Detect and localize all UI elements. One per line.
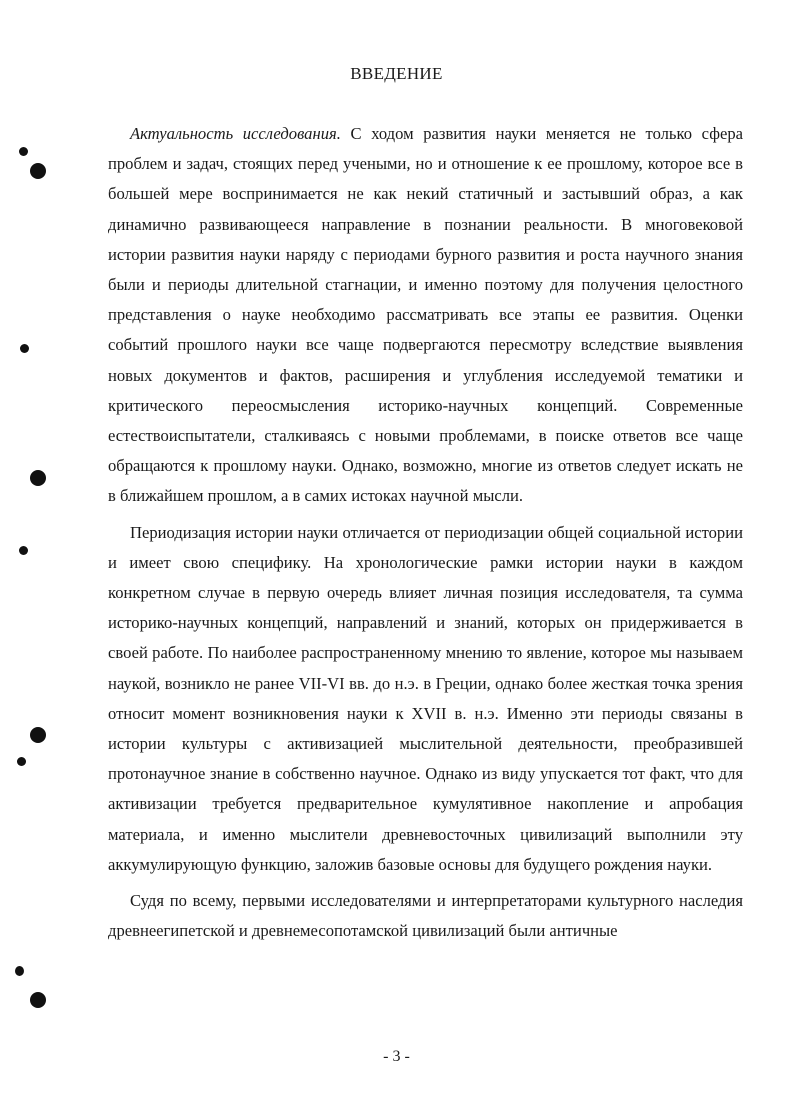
paragraph-interpreters: Судя по всему, первыми исследователями и интерпретаторами культурного наследия древнеегипетской и древнемесопотамской цивилизаций были античные [108,891,743,941]
binding-hole-mark [30,163,46,179]
binding-hole-mark [30,992,46,1008]
binding-hole-mark [17,757,26,766]
binding-hole-mark [30,470,46,486]
page-title: ВВЕДЕНИЕ [350,64,443,83]
paragraph-periodization: Периодизация истории науки отличается от периодизации общей социальной истории и имеет свою специфику. На хронологические рамки истории науки в каждом конкретном случае в первую очередь влияет личная позиция исследователя, та сумма историко-научных концепций, направлений и знаний, которых он придерживается в своей работе. По наиболее распространенному мнению то явление, которое мы называем наукой, возникло не ранее VII-VI вв. до н.э. в Греции, однако более жесткая точка зрения относит момент возникновения науки к XVII в. н.э. Именно эти периоды связаны в истории культуры с активизацией мыслительной деятельности, преобразившей протонаучное знание в собственно научное. Однако из виду упускается тот факт, что для активизации требуется предварительное кумулятивное накопление и апробация материала, и именно мыслители древневосточных цивилизаций выполнили эту аккумулирующую функцию, заложив базовые основы для будущего рождения науки. [108,522,743,874]
page-number: - 3 - [383,1048,410,1065]
binding-hole-mark [15,966,24,976]
binding-hole-mark [20,344,29,353]
paragraph-relevance [108,119,743,512]
binding-hole-mark [19,546,28,555]
paragraph-lead: Актуальность исследования. [130,124,341,143]
binding-hole-mark [30,727,46,743]
body-text [108,119,743,946]
binding-hole-mark [19,147,28,156]
paragraph-body: С ходом развития науки меняется не только сфера проблем и задач, стоящих перед учеными, но и отношение к ее прошлому, которое все в большей мере воспринимается не как некий статичный и застывший образ, а как динамично развивающееся направление в познании реальности. В многовековой истории развития науки наряду с периодами бурного развития и роста научного знания были и периоды длительной стагнации, и именно поэтому для получения целостного представления о науке необходимо рассматривать все этапы ее развития. Оценки событий прошлого науки все чаще подвергаются пересмотру вследствие выявления новых документов и фактов, расширения и углубления исследуемой тематики и критического переосмысления историко-научных концепций. Современные естествоиспытатели, сталкиваясь с новыми проблемами, в поиске ответов все чаще обращаются к прошлому науки. Однако, возможно, многие из ответов следует искать не в ближайшем прошлом, а в самих истоках научной мысли. [108,124,743,506]
